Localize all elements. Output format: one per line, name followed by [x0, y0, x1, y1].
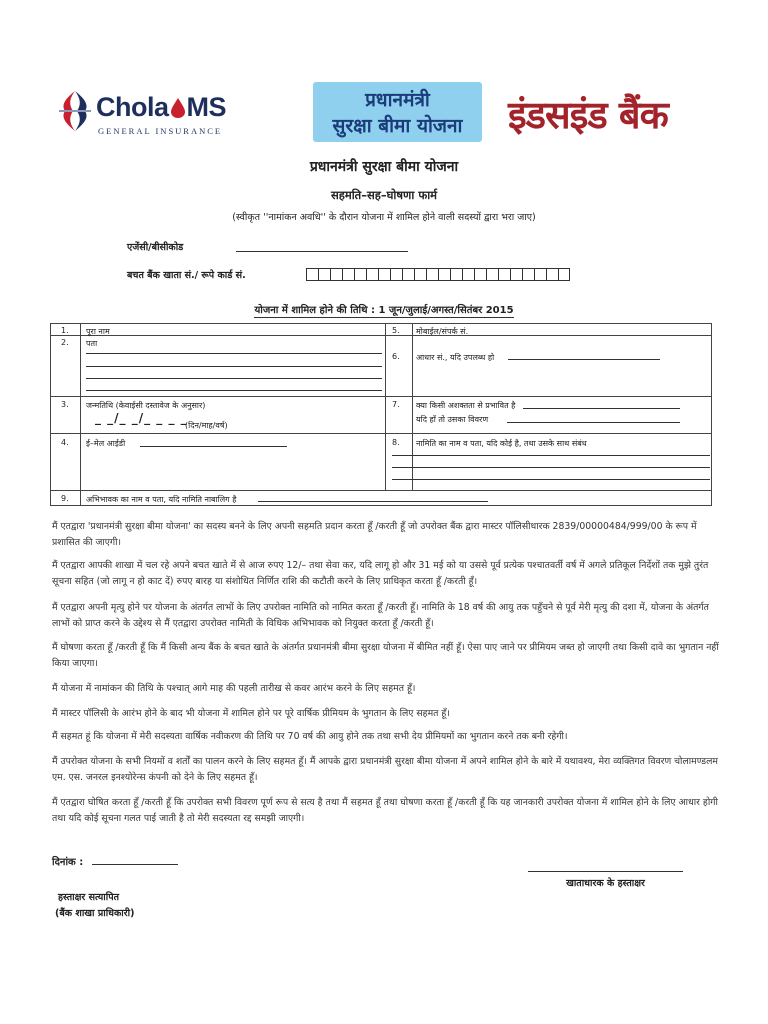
declaration-paragraph: मैं घोषणा करता हूँ /करती हूँ कि मैं किसी अन्य बैंक के बचत खाते के अंतर्गत प्रधानमंत्री बीमा सुरक्षा योजना में बीमित नहीं हूँ। ऐसा पाए जाने पर प्रीमियम जब्त हो जाएगी तथा किसी दावे का भुगतान नहीं किया जाएगा। [52, 642, 719, 669]
nominee-line[interactable] [392, 479, 710, 480]
declaration-paragraph: मैं सहमत हूं कि योजना में मेरी सदस्यता वार्षिक नवीकरण की तिथि पर 70 वर्ष की आयु होने तक तथा सभी देय प्रीमियमों का भुगतान करने तक बनी रहेगी। [52, 731, 568, 742]
declaration-paragraph: मैं एतद्वारा घोषित करता हूँ /करती हूँ कि उपरोक्त सभी विवरण पूर्ण रूप से सत्य है तथा मैं सहमत हूँ तथा घोषणा करता हूँ /करती हूँ कि यह जानकारी उपरोक्त योजना में शामिल होने के लिए आधार होगी तथा यदि कोई सूचना गलत पाई जाती है तो मेरी सदस्यता रद्द समझी जाएगी। [52, 797, 718, 824]
aadhaar-field[interactable] [508, 359, 660, 360]
email-label: ई–मेल आईडी [86, 439, 126, 448]
disability-detail-label: यदि हाँ तो उसका विवरण [416, 415, 489, 424]
digit-box[interactable] [318, 268, 330, 281]
form-note: (स्वीकृत ''नामांकन अवधि'' के दौरान योजना में शामिल होने वाली सदस्यों द्वारा भरा जाए) [232, 212, 536, 223]
disability-detail-field[interactable] [507, 422, 680, 423]
full-name-label: पूरा नाम [86, 327, 110, 336]
digit-box[interactable] [474, 268, 486, 281]
digit-box[interactable] [522, 268, 534, 281]
form-title: सहमति–सह–घोषणा फार्म [330, 188, 438, 202]
declaration-paragraph: मैं मास्टर पॉलिसी के आरंभ होने के बाद भी योजना में शामिल होने पर पूरे वार्षिक प्रीमियम के भुगतान के लिए सहमत हूँ। [52, 708, 450, 719]
chola-logo-icon [55, 89, 95, 133]
digit-box[interactable] [450, 268, 462, 281]
date-label: दिनांक : [52, 857, 84, 868]
nominee-label: नामिति का नाम व पता, यदि कोई है, तथा उसके साथ संबंध [416, 439, 587, 448]
guardian-label: अभिभावक का नाम व पता, यदि नामिति नाबालिग है [86, 495, 237, 504]
declaration-paragraph: मैं एतद्वारा 'प्रधानमंत्री सुरक्षा बीमा योजना' का सदस्य बनने के लिए अपनी सहमति प्रदान करता हूँ /करती हूँ जो उपरोक्त बैंक द्वारा मास्टर पॉलिसीधारक 2839/00000484/999/00 के रूप में प्रशासित की जाएगी। [52, 521, 697, 548]
chola-drop-icon [171, 94, 185, 112]
digit-box[interactable] [486, 268, 498, 281]
agency-field[interactable] [236, 251, 408, 252]
digit-box[interactable] [426, 268, 438, 281]
digit-box[interactable] [378, 268, 390, 281]
declaration-paragraph: मैं एतद्वारा आपकी शाखा में चल रहे अपने बचत खाते में से आज रुपए 12/– तथा सेवा कर, यदि लागू हो और 31 मई को या उससे पूर्व प्रत्येक पश्चातवर्ती वर्ष में अगले प्रतिकूल निर्देशों तक मुझे तुरंत सूचना सहित (जो लागू न हो काट दें) रुपए बारह या संशोधित निर्णित राशि की कटौती करने के लिए प्राधिकृत करता हूँ /करती हूँ। [52, 560, 709, 587]
row-number: 5. [392, 326, 400, 335]
address-label: पता [86, 339, 98, 348]
joining-date: योजना में शामिल होने की तिथि : 1 जून/जुलाई/अगस्त/सितंबर 2015 [254, 305, 514, 316]
guardian-field[interactable] [258, 501, 488, 502]
row-number: 2. [61, 338, 69, 347]
bank-authority-label: (बैंक शाखा प्राधिकारी) [55, 908, 135, 919]
digit-box[interactable] [366, 268, 378, 281]
bank-logo: इंडसइंड बैंक [508, 93, 668, 137]
row-number: 4. [61, 438, 69, 447]
dob-format: (दिन/माह/वर्ष) [185, 421, 228, 430]
digit-box[interactable] [558, 268, 570, 281]
verified-label: हस्ताक्षर सत्यापित [58, 892, 120, 903]
row-number: 1. [61, 326, 69, 335]
digit-box[interactable] [438, 268, 450, 281]
disability-label: क्या किसी अशक्तता से प्रभावित है [416, 401, 516, 410]
pmsby-badge-line1: प्रधानमंत्री [365, 89, 430, 111]
mobile-label: मोबाईल/संपर्क सं. [416, 327, 469, 336]
dob-label: जन्मतिथि (केवाईसी दस्तावेज के अनुसार) [86, 401, 206, 410]
aadhaar-label: आधार सं., यदि उपलब्ध हो [416, 353, 495, 362]
digit-box[interactable] [330, 268, 342, 281]
address-line[interactable] [86, 353, 382, 354]
agency-label: एजेंसी/बीसीकोड [127, 242, 184, 253]
account-number-boxes[interactable] [306, 268, 570, 281]
row-number: 3. [61, 400, 69, 409]
address-line[interactable] [86, 390, 382, 391]
declaration-paragraph: मैं एतद्वारा अपनी मृत्यु होने पर योजना के अंतर्गत लाभों के लिए उपरोक्त नामिति को नामित करता हूँ /करती हूँ। नामिति के 18 वर्ष की आयु तक पहुँचने से पूर्व मेरी मृत्यु की दशा में, योजना के अंतर्गत लाभों को प्राप्त करने के उद्देश्य से मैं एतद्वारा उपरोक्त नामिती के विधिक अभिभावक को नियुक्त करता हूँ /करती हूँ। [52, 602, 709, 629]
account-label: बचत बैंक खाता सं./ रूपे कार्ड सं. [127, 270, 246, 281]
date-field[interactable] [92, 864, 178, 865]
digit-box[interactable] [306, 268, 318, 281]
chola-brand: Chola MS [96, 92, 227, 122]
pmsby-badge-line2: सुरक्षा बीमा योजना [332, 115, 463, 137]
digit-box[interactable] [354, 268, 366, 281]
digit-box[interactable] [390, 268, 402, 281]
chola-subtitle: GENERAL INSURANCE [98, 126, 223, 136]
row-number: 8. [392, 438, 400, 447]
row-number: 6. [392, 352, 400, 361]
disability-field[interactable] [523, 408, 680, 409]
digit-box[interactable] [462, 268, 474, 281]
row-number: 7. [392, 400, 400, 409]
email-field[interactable] [140, 446, 287, 447]
digit-box[interactable] [402, 268, 414, 281]
digit-box[interactable] [510, 268, 522, 281]
nominee-line[interactable] [392, 455, 710, 456]
digit-box[interactable] [342, 268, 354, 281]
dob-field[interactable]: _ _/_ _/_ _ _ _ [95, 411, 188, 425]
holder-signature-label: खाताधारक के हस्ताक्षर [566, 878, 645, 889]
declaration-paragraph: मैं योजना में नामांकन की तिथि के पश्चात् आगे माह की पहली तारीख से कवर आरंभ करने के लिए सहमत हूँ। [52, 683, 416, 694]
address-line[interactable] [86, 378, 382, 379]
holder-signature-field[interactable] [528, 871, 683, 872]
nominee-line[interactable] [392, 467, 710, 468]
digit-box[interactable] [414, 268, 426, 281]
row-number: 9. [61, 494, 69, 503]
digit-box[interactable] [534, 268, 546, 281]
digit-box[interactable] [498, 268, 510, 281]
declaration-paragraph: मैं उपरोक्त योजना के सभी नियमों व शर्तों का पालन करने के लिए सहमत हूँ। मैं आपके द्वारा प्रधानमंत्री सुरक्षा बीमा योजना में अपने शामिल होने के बारे में यथावश्य, मेरा व्यक्तिगत विवरण चोलामण्डलम एम. एस. जनरल इनश्योरेन्स कंपनी को देने के लिए सहमत हूँ। [52, 756, 718, 783]
digit-box[interactable] [546, 268, 558, 281]
page-title: प्रधानमंत्री सुरक्षा बीमा योजना [309, 159, 459, 175]
address-line[interactable] [86, 366, 382, 367]
